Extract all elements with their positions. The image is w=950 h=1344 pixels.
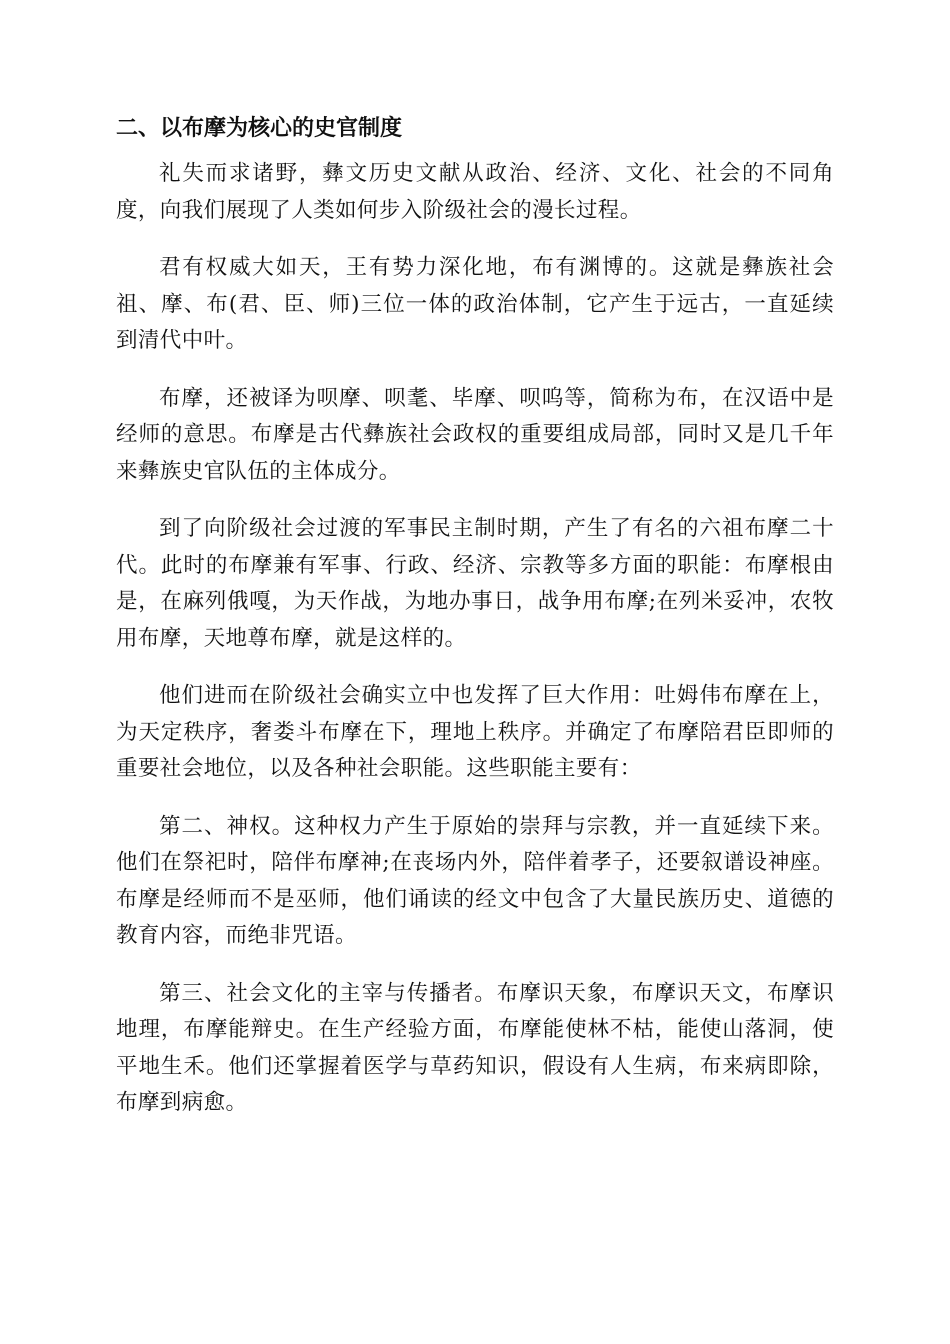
document-body [116, 110, 834, 1143]
paragraph-6: 第二、神权。这种权力产生于原始的崇拜与宗教，并一直延续下来。他们在祭祀时，陪伴布摩神;在丧场内外，陪伴着孝子，还要叙谱设神座。布摩是经师而不是巫师，他们诵读的经文中包含了大量民族历史、道德的教育内容，而绝非咒语。 [116, 813, 834, 948]
paragraph-3: 布摩，还被译为呗摩、呗耄、毕摩、呗呜等，简称为布，在汉语中是经师的意思。布摩是古代彝族社会政权的重要组成局部，同时又是几千年来彝族史官队伍的主体成分。 [116, 385, 834, 484]
section-heading: 二、以布摩为核心的史官制度 [116, 116, 403, 141]
paragraph-2: 君有权威大如天，王有势力深化地，布有渊博的。这就是彝族社会祖、摩、布(君、臣、师)三位一体的政治体制，它产生于远古，一直延续到清代中叶。 [116, 255, 834, 353]
paragraph-5: 他们进而在阶级社会确实立中也发挥了巨大作用：吐姆伟布摩在上，为天定秩序，奢娄斗布摩在下，理地上秩序。并确定了布摩陪君臣即师的重要社会地位，以及各种社会职能。这些职能主要有： [116, 683, 834, 781]
paragraph-1: 礼失而求诸野，彝文历史文献从政治、经济、文化、社会的不同角度，向我们展现了人类如何步入阶级社会的漫长过程。 [116, 161, 834, 223]
paragraph-7: 第三、社会文化的主宰与传播者。布摩识天象，布摩识天文，布摩识地理，布摩能辩史。在生产经验方面，布摩能使林不枯，能使山落洞，使平地生禾。他们还掌握着医学与草药知识，假设有人生病，布来病即除，布摩到病愈。 [116, 980, 834, 1115]
paragraph-4: 到了向阶级社会过渡的军事民主制时期，产生了有名的六祖布摩二十代。此时的布摩兼有军事、行政、经济、宗教等多方面的职能：布摩根由是，在麻列俄嘎，为天作战，为地办事日，战争用布摩;在列米妥冲，农牧用布摩，天地尊布摩，就是这样的。 [116, 516, 834, 651]
